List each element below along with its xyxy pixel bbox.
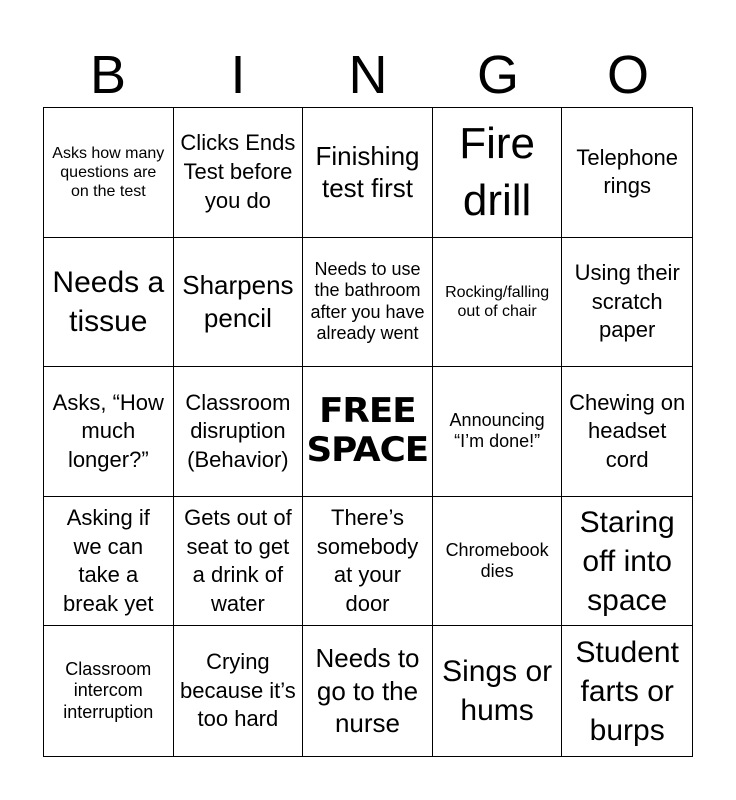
cell-text: Asks, “How much longer?” [52, 389, 164, 472]
bingo-cell-n4[interactable] [303, 497, 433, 627]
cell-text: Sharpens pencil [182, 270, 294, 333]
cell-text: Classroom intercom interruption [63, 658, 154, 722]
cell-text: Clicks Ends Test before you do [180, 130, 296, 213]
bingo-cell-g4[interactable] [433, 497, 563, 627]
bingo-cell-i2[interactable] [174, 238, 304, 368]
bingo-cell-g2[interactable] [433, 238, 563, 368]
cell-text: Needs to use the bathroom after you have already went [310, 258, 425, 344]
bingo-cell-i3[interactable] [174, 367, 304, 497]
bingo-cell-n1[interactable] [303, 108, 433, 238]
bingo-cell-b4[interactable] [44, 497, 174, 627]
bingo-cell-g1[interactable] [433, 108, 563, 238]
cell-text: Student farts or burps [575, 635, 679, 747]
bingo-cell-g5[interactable] [433, 626, 563, 756]
header-letter-g: G [476, 45, 519, 105]
cell-text: Classroom disruption (Behavior) [185, 389, 291, 472]
cell-text: Using their scratch paper [574, 260, 680, 343]
cell-text: Sings or hums [442, 655, 553, 728]
bingo-cell-n2[interactable] [303, 238, 433, 368]
bingo-cell-o5[interactable] [562, 626, 692, 756]
bingo-cell-free-space[interactable] [303, 367, 433, 497]
cell-text: Chromebook dies [445, 539, 549, 582]
cell-text: Staring off into space [579, 505, 675, 617]
header-letter-n: N [348, 45, 388, 105]
header-letter-o: O [606, 45, 649, 105]
header-letter-b: B [89, 45, 127, 105]
bingo-cell-o4[interactable] [562, 497, 692, 627]
cell-text: Finishing test first [315, 140, 420, 204]
cell-text: Chewing on headset cord [569, 389, 686, 472]
bingo-cell-o3[interactable] [562, 367, 692, 497]
bingo-cell-o2[interactable] [562, 238, 692, 368]
bingo-board [43, 107, 693, 757]
cell-text: There’s somebody at your door [316, 504, 419, 616]
bingo-cell-b2[interactable] [44, 238, 174, 368]
bingo-cell-b3[interactable] [44, 367, 174, 497]
bingo-cell-i1[interactable] [174, 108, 304, 238]
cell-text: Needs a tissue [52, 265, 165, 338]
free-space-label: FREE SPACE [306, 391, 429, 471]
cell-text: Crying because it’s too hard [180, 649, 296, 732]
cell-text: Asks how many questions are on the test [52, 144, 165, 200]
cell-text: Announcing “I’m done!” [449, 409, 545, 452]
bingo-cell-i5[interactable] [174, 626, 304, 756]
bingo-cell-o1[interactable] [562, 108, 692, 238]
bingo-cell-b5[interactable] [44, 626, 174, 756]
cell-text: Fire drill [459, 119, 535, 226]
header-letter-i: I [230, 45, 246, 105]
bingo-header [43, 44, 693, 106]
cell-text: Asking if we can take a break yet [63, 504, 154, 616]
cell-text: Needs to go to the nurse [315, 643, 420, 739]
bingo-cell-i4[interactable] [174, 497, 304, 627]
bingo-cell-n5[interactable] [303, 626, 433, 756]
cell-text: Rocking/falling out of chair [445, 283, 550, 320]
bingo-cell-g3[interactable] [433, 367, 563, 497]
bingo-cell-b1[interactable] [44, 108, 174, 238]
cell-text: Telephone rings [576, 144, 678, 199]
cell-text: Gets out of seat to get a drink of water [184, 504, 292, 616]
